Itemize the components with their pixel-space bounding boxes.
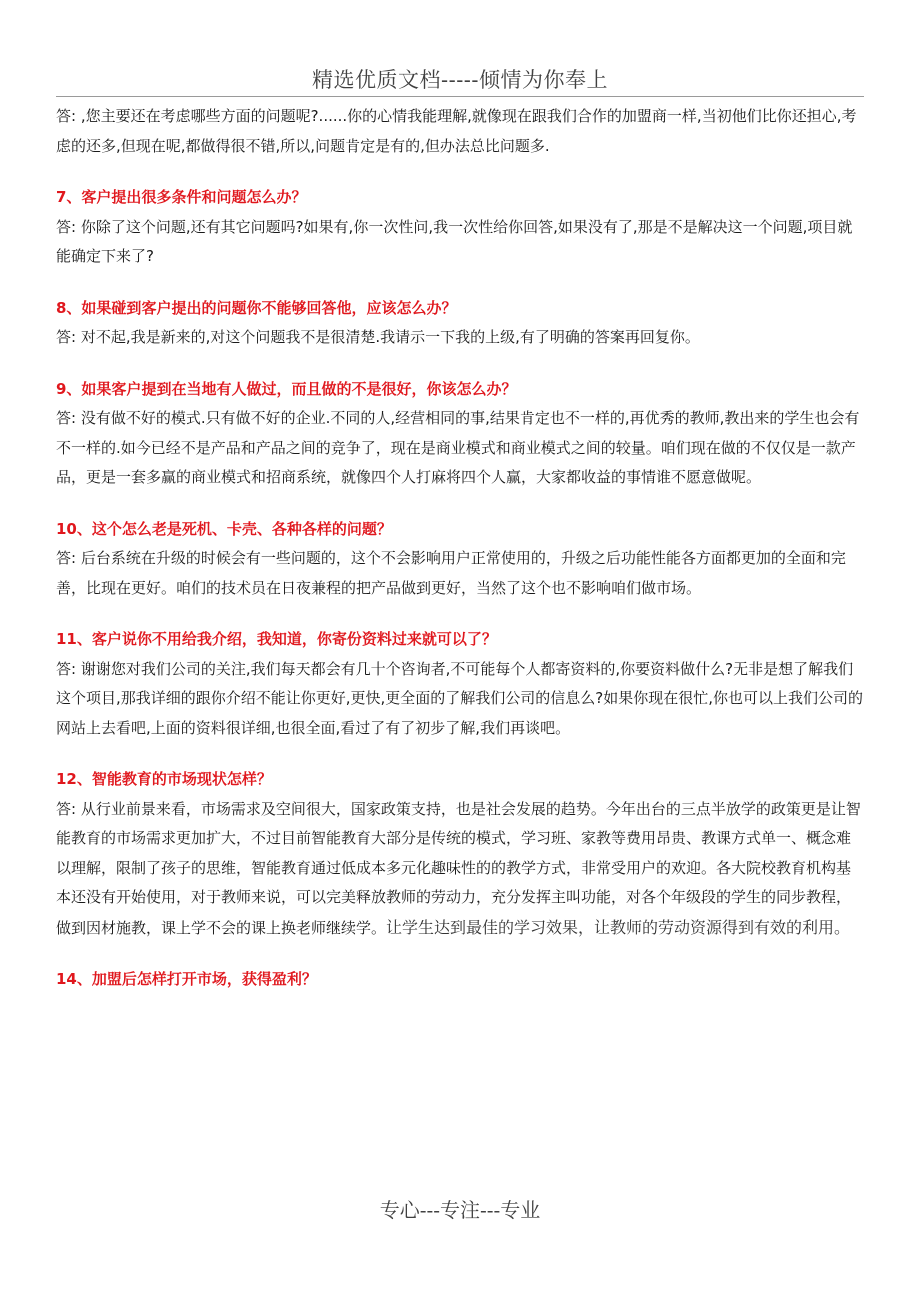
question-14: 14、加盟后怎样打开市场，获得盈利？ xyxy=(56,970,317,988)
spacer xyxy=(56,272,864,294)
answer-7: 答: 你除了这个问题,还有其它问题吗?如果有,你一次性问,我一次性给你回答,如果没有了,那是不是解决这一个问题,项目就能确定下来了? xyxy=(56,217,853,265)
spacer xyxy=(56,493,864,515)
answer-12-main: 答: 从行业前景来看，市场需求及空间很大，国家政策支持，也是社会发展的趋势。今年出台的三点半放学的政策更是让智能教育的市场需求更加扩大，不过目前智能教育大部分是传统的模式，学习班、家教等费用昂贵、教课方式单一、概念难以理解，限制了孩子的思维，智能教育通过低成本多元化趣味性的的教学方式，非常受用户的欢迎。各大院校教育机构基本还没有开始使用，对于教师来说，可以完美释放教师的劳动力，充分发挥主叫功能，对各个年级段的学生的同步教程，做到因材施教，课上学不会的课上换老师继续学。 xyxy=(56,799,861,937)
spacer xyxy=(56,161,864,183)
question-8: 8、如果碰到客户提出的问题你不能够回答他，应该怎么办？ xyxy=(56,298,457,317)
answer-11: 答: 谢谢您对我们公司的关注,我们每天都会有几十个咨询者,不可能每个人都寄资料的,你要资料做什么?无非是想了解我们这个项目,那我详细的跟你介绍不能让你更好,更快,更全面的了解我们公司的信息么?如果你现在很忙,你也可以上我们公司的网站上去看吧,上面的资料很详细,也很全面,看过了有了初步了解,我们再谈吧。 xyxy=(56,659,864,737)
answer-12 xyxy=(56,795,864,944)
spacer xyxy=(56,743,864,765)
intro-answer: 答: ,您主要还在考虑哪些方面的问题呢?......你的心情我能理解,就像现在跟我们合作的加盟商一样,当初他们比你还担心,考虑的还多,但现在呢,都做得很不错,所以,问题肯定是有的,但办法总比问题多. xyxy=(56,107,857,155)
page-footer: 专心---专注---专业 xyxy=(379,1198,541,1222)
spacer xyxy=(56,353,864,375)
answer-12-tail: 让学生达到最佳的学习效果，让教师的劳动资源得到有效的利用。 xyxy=(386,917,851,937)
answer-9: 答: 没有做不好的模式.只有做不好的企业.不同的人,经营相同的事,结果肯定也不一样的,再优秀的教师,教出来的学生也会有不一样的.如今已经不是产品和产品之间的竞争了，现在是商业模式和商业模式之间的较量。咱们现在做的不仅仅是一款产品，更是一套多赢的商业模式和招商系统，就像四个人打麻将四个人赢，大家都收益的事情谁不愿意做呢。 xyxy=(56,409,860,486)
question-7: 7、客户提出很多条件和问题怎么办？ xyxy=(56,188,307,206)
question-9: 9、如果客户提到在当地有人做过，而且做的不是很好，你该怎么办？ xyxy=(56,379,517,398)
question-10: 10、这个怎么老是死机、卡壳、各种各样的问题？ xyxy=(56,519,392,538)
document-body xyxy=(56,102,864,995)
answer-10: 答: 后台系统在升级的时候会有一些问题的，这个不会影响用户正常使用的，升级之后功能性能各方面都更加的全面和完善，比现在更好。咱们的技术员在日夜兼程的把产品做到更好，当然了这个也不影响咱们做市场。 xyxy=(56,549,846,597)
spacer xyxy=(56,943,864,965)
spacer xyxy=(56,603,864,625)
question-11: 11、客户说你不用给我介绍，我知道，你寄份资料过来就可以了？ xyxy=(56,630,497,648)
page-header: 精选优质文档-----倾情为你奉上 xyxy=(312,68,608,92)
header-divider xyxy=(56,96,864,97)
answer-8: 答: 对不起,我是新来的,对这个问题我不是很清楚.我请示一下我的上级,有了明确的答案再回复你。 xyxy=(56,328,700,346)
question-12: 12、智能教育的市场现状怎样？ xyxy=(56,770,272,788)
